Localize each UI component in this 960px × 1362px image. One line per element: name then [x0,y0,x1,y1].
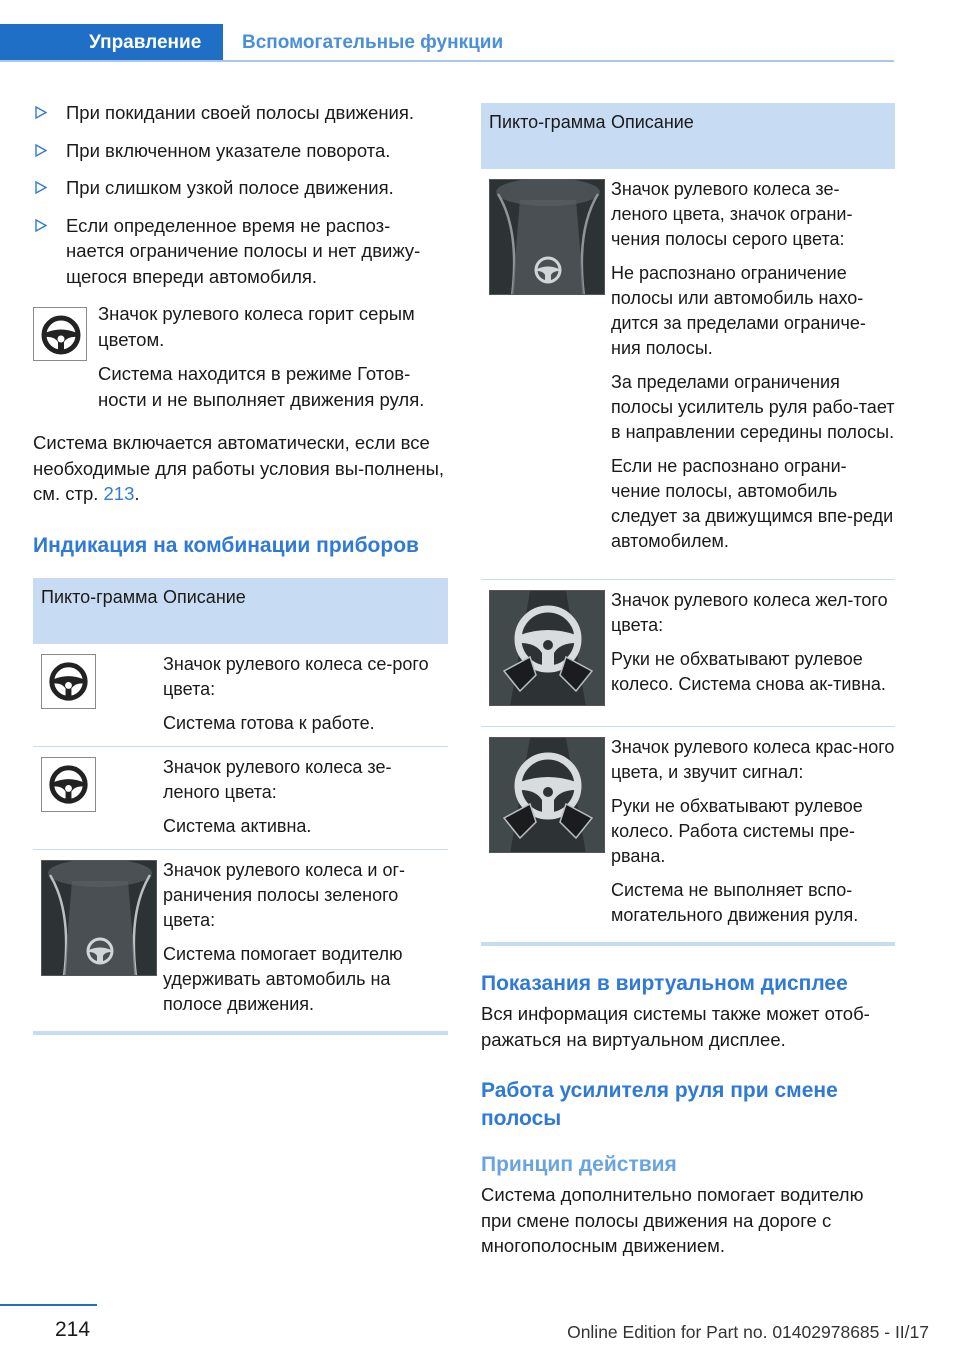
table-header [33,578,448,644]
page-number: 214 [55,1318,91,1341]
triangle-bullet-icon [35,106,47,119]
page-header [0,24,894,64]
icon-note-text-2: Система находится в режиме Готов-ности и не выполняет движения руля. [98,363,425,410]
row-description: Значок рулевого колеса зе-леного цвета: [163,756,392,802]
lane-steering-gray-picture [489,179,605,295]
row-description: Не распознано ограничение полосы или автомобиль нахо-дится за пределами ограниче-ния полосы. [611,263,866,358]
indicator-table-continued [481,103,895,946]
row-description: Значок рулевого колеса зе-леного цвета, значок ограни-чения полосы серого цвета: [611,179,853,249]
hands-off-red-picture [489,737,605,853]
table-header [481,103,895,169]
triangle-bullet-icon [35,219,47,232]
header-divider [0,60,894,62]
list-item: При слишком узкой полосе движения. [33,175,448,201]
row-description: Система помогает водителю удерживать автомобиль на полосе движения. [163,943,403,1014]
virtual-display-paragraph: Вся информация системы также может отоб-ражаться на виртуальном дисплее. [481,1003,870,1050]
row-description: Система готова к работе. [163,712,375,733]
lane-steering-green-picture [41,860,157,976]
row-description: Система не выполняет вспо-могательного движения руля. [611,880,859,925]
tab-controls[interactable]: Управление [0,24,223,61]
left-column [33,100,448,1035]
row-description: Система активна. [163,815,312,836]
table-row [33,850,448,1031]
row-description: Руки не обхватывают рулевое колесо. Система снова ак-тивна. [611,649,886,694]
subheading-principle: Принцип действия [481,1153,677,1176]
row-description: Руки не обхватывают рулевое колесо. Работа системы пре-рвана. [611,796,863,866]
row-description: Значок рулевого колеса жел-того цвета: [611,590,888,635]
row-description: Если не распознано ограни-чение полосы, автомобиль следует за движущимся впе-реди автомобилем. [611,456,894,551]
row-description: Значок рулевого колеса се-рого цвета: [163,653,429,699]
section-heading-lane-change: Работа усилителя руля при смене полосы [481,1079,838,1130]
principle-paragraph: Система дополнительно помогает водителю при смене полосы движения на дороге с многополосным движением. [481,1184,864,1256]
table-row [481,580,895,727]
right-column [481,103,895,1259]
icon-note-text: Значок рулевого колеса горит серым цветом. [98,303,415,350]
list-item: При покидании своей полосы движения. [33,100,448,126]
row-description: За пределами ограничения полосы усилитель руля рабо-тает в направлении середины полосы. [611,372,895,442]
triangle-bullet-icon [35,144,47,157]
row-description: Значок рулевого колеса крас-ного цвета, и звучит сигнал: [611,737,895,782]
instrument-indicator-table [33,578,448,1035]
auto-activation-paragraph: Система включается автоматически, если все необходимые для работы условия вы-полнены, см. стр. 213. [33,432,445,504]
list-item: При включенном указателе поворота. [33,138,448,164]
steering-wheel-green-icon [41,757,96,812]
column-header-description: Описание [163,586,246,607]
steering-wheel-gray-icon [41,654,96,709]
steering-wheel-icon [33,307,87,361]
column-header-description: Описание [611,112,694,132]
list-item: Если определенное время не распоз-наeтся ограничение полосы и нет движу-щегося впереди автомобиля. [33,213,448,290]
column-header-pictogram: Пикто-грамма [41,586,158,607]
section-heading: Индикация на комбинации приборов [33,533,419,557]
table-row [33,644,448,747]
steering-wheel-note [33,301,448,412]
hands-off-yellow-picture [489,590,605,706]
table-end-rule [481,942,895,946]
triangle-bullet-icon [35,181,47,194]
condition-list [33,100,448,289]
row-description: Значок рулевого колеса и ог-раничения полосы зеленого цвета: [163,859,406,930]
edition-note: Online Edition for Part no. 01402978685 - II/17 [567,1322,929,1342]
table-row [481,169,895,580]
footer-rule [0,1304,97,1306]
section-heading-virtual-display: Показания в виртуальном дисплее [481,972,848,995]
table-row [481,727,895,942]
column-header-pictogram: Пикто-грамма [489,112,606,132]
page-link[interactable]: 213 [103,483,135,504]
table-end-rule [33,1031,448,1035]
table-row [33,747,448,850]
tab-assist-functions[interactable]: Вспомогательные функции [242,32,504,53]
